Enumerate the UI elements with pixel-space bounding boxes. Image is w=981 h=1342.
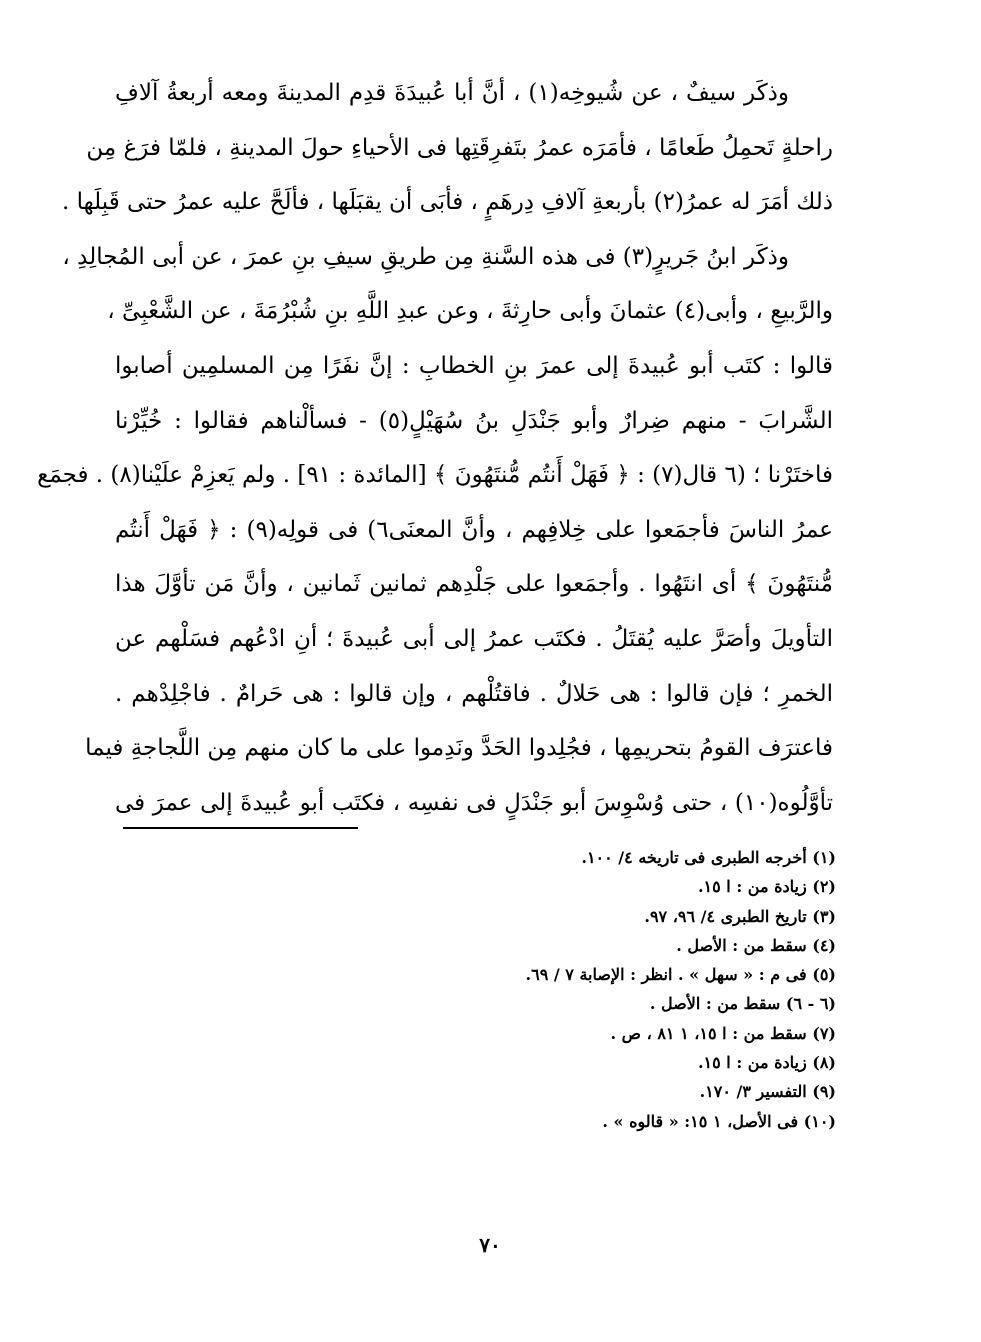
text-line-4: وذكَر ابنُ جَريرٍ(٣) فى هذه السَّنةِ مِن طريقِ سيفِ بنِ عمرَ ، عن أبى المُجالِدِ ، <box>62 243 789 270</box>
footnote-1: (١) أخرجه الطبرى فى تاريخه ٤/ ١٠٠. <box>581 848 836 867</box>
text-line-13: فاعترَف القومُ بتحريمِها ، فجُلِدوا الحَدَّ ونَدِموا على ما كان منهم مِن اللَّجاجةِ فيما <box>85 735 833 762</box>
text-line-3: ذلك أمَرَ له عمرُ(٢) بأربعةِ آلافِ دِرهَمٍ ، فأبَى أن يقبَلَها ، فألَحَّ عليه عمرُ حتى قَبِلَها . <box>61 189 833 216</box>
footnote-6: (٦ - ٦) سقط من : الأصل . <box>649 994 836 1014</box>
footnote-4: (٤) سقط من : الأصل . <box>676 935 836 955</box>
text-line-7: الشَّرابَ - منهم ضِرارٌ وأبو جَنْدَلِ بنُ سُهَيْلٍ(٥) - فسألْناهم فقالوا : خُيِّرْنا <box>115 407 833 434</box>
main-text <box>37 66 834 830</box>
text-line-11: التأويلَ وأصَرَّ عليه يُقتَلُ . فكتَب عمرُ إلى أبى عُبيدةَ ؛ أنِ ادْعُهم فسَلْهم عن <box>115 625 833 652</box>
text-line-5: والرَّبيعِ ، وأبى(٤) عثمانَ وأبى حارِثةَ ، وعن عبدِ اللَّهِ بنِ شُبْرُمَةَ ، عن الشَّعْبِىِّ ، <box>107 298 833 325</box>
text-line-1: وذكَر سيفٌ ، عن شُيوخِه(١) ، أنَّ أبا عُبيدَةَ قدِم المدينةَ ومعه أربعةُ آلافِ <box>115 80 790 106</box>
text-line-2: راحلةٍ تَحمِلُ طَعامًا ، فأمَرَه عمرُ بتَفرِقَتِها فى الأحياءِ حولَ المدينةِ ، فلمّا فرَغ مِن <box>86 134 833 161</box>
footnotes <box>300 843 836 1136</box>
footnote-3: (٣) تاريخ الطبرى ٤/ ٩٦، ٩٧. <box>644 906 836 926</box>
footnote-8: (٨) زيادة من : ا ١٥. <box>697 1053 836 1073</box>
text-line-10: مُّنتَهُونَ ﴾ أى انتَهُوا . وأجمَعوا على جَلْدِهم ثمانين ثَمانين ، وأنَّ مَن تأوَّلَ هذا <box>115 571 833 598</box>
footnote-separator <box>123 827 358 829</box>
footnote-10: (١٠) فى الأصل، ١ ١٥: « قالوه » . <box>602 1111 836 1131</box>
text-line-6: قالوا : كتَب أبو عُبيدةَ إلى عمرَ بنِ الخطابِ : إنَّ نفَرًا مِن المسلمِين أصابوا <box>115 352 833 379</box>
footnote-5: (٥) فى م : « سهل » . انظر : الإصابة ٧ / ٦٩. <box>525 965 836 985</box>
footnote-7: (٧) سقط من : ا ١٥، ١ ٨١ ، ص . <box>610 1023 836 1043</box>
page-number: ٧٠ <box>479 1233 501 1257</box>
text-line-14: تأوَّلُوه(١٠) ، حتى وُسْوِسَ أبو جَنْدَلٍ فى نفسِه ، فكتَب أبو عُبيدةَ إلى عمرَ فى <box>115 789 833 816</box>
footnote-9: (٩) التفسير ٣/ ١٧٠. <box>699 1082 836 1102</box>
text-line-8: فاختَرْنا ؛ (٦ قال(٧) : ﴿ فَهَلْ أَنتُم مُّنتَهُونَ ﴾ [المائدة : ٩١] . ولم يَعزِمْ علَيْنا(٨) . فجمَع <box>37 462 833 489</box>
footnote-2: (٢) زيادة من : ا ١٥. <box>697 877 836 897</box>
text-line-12: الخمرِ ؛ فإن قالوا : هى حَلالٌ . فاقتُلْهم ، وإن قالوا : هى حَرامٌ . فاجْلِدْهم . <box>115 680 833 707</box>
text-line-9: عمرُ الناسَ فأجمَعوا على خِلافِهم ، وأنَّ المعنَى٦) فى قولِه(٩) : ﴿ فَهَلْ أَنتُم <box>115 516 834 543</box>
